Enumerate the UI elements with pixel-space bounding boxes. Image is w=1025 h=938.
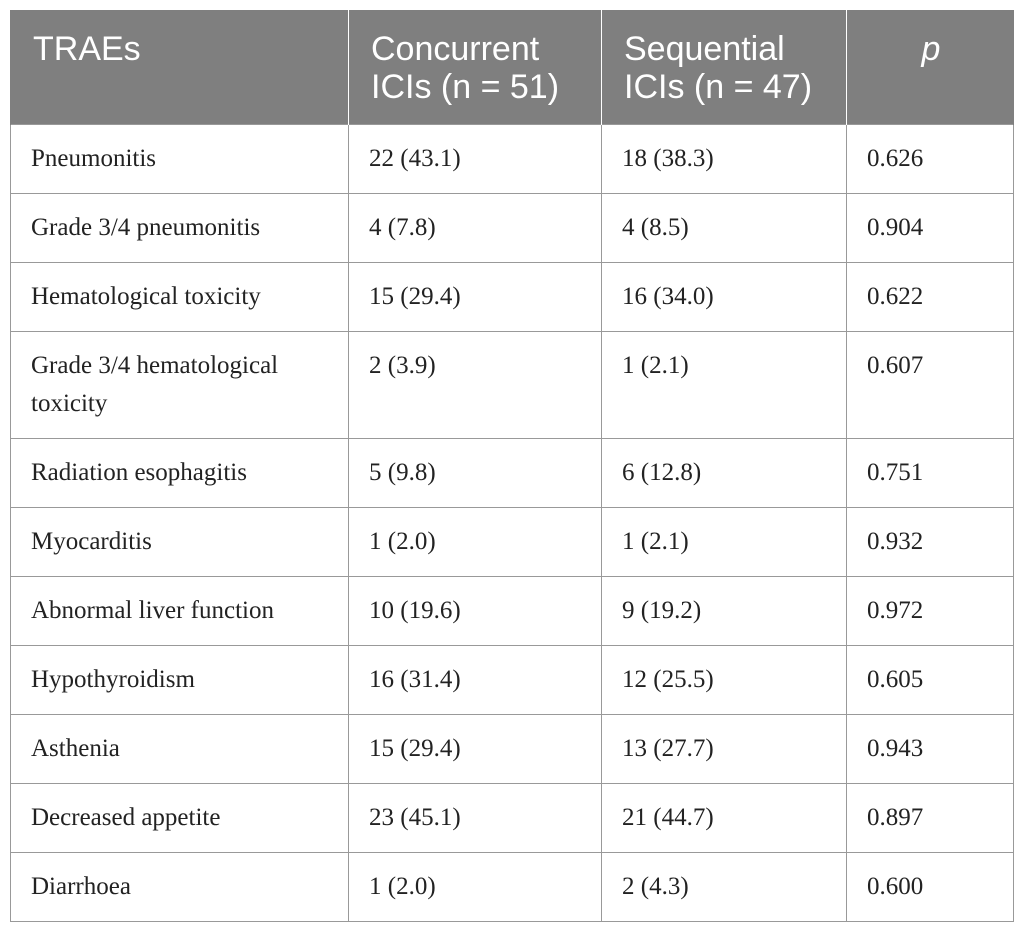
cell-concurrent: 5 (9.8)	[349, 439, 602, 508]
table-body	[11, 125, 1014, 922]
cell-sequential: 1 (2.1)	[602, 508, 847, 577]
cell-sequential: 12 (25.5)	[602, 646, 847, 715]
cell-sequential: 4 (8.5)	[602, 194, 847, 263]
cell-p: 0.904	[847, 194, 1014, 263]
cell-trae: Diarrhoea	[11, 853, 349, 922]
cell-p: 0.600	[847, 853, 1014, 922]
cell-trae: Hematological toxicity	[11, 263, 349, 332]
table-row	[11, 439, 1014, 508]
table-row	[11, 125, 1014, 194]
table-row	[11, 646, 1014, 715]
cell-sequential: 16 (34.0)	[602, 263, 847, 332]
cell-trae: Hypothyroidism	[11, 646, 349, 715]
cell-concurrent: 15 (29.4)	[349, 263, 602, 332]
cell-sequential: 9 (19.2)	[602, 577, 847, 646]
cell-concurrent: 22 (43.1)	[349, 125, 602, 194]
cell-p: 0.605	[847, 646, 1014, 715]
cell-concurrent: 16 (31.4)	[349, 646, 602, 715]
header-concurrent-icis: Concurrent ICIs (n = 51)	[349, 10, 602, 125]
cell-sequential: 6 (12.8)	[602, 439, 847, 508]
cell-p: 0.622	[847, 263, 1014, 332]
table-row	[11, 784, 1014, 853]
cell-sequential: 21 (44.7)	[602, 784, 847, 853]
cell-trae: Decreased appetite	[11, 784, 349, 853]
traes-table-container	[10, 10, 1013, 922]
cell-p: 0.626	[847, 125, 1014, 194]
table-row	[11, 332, 1014, 439]
cell-sequential: 18 (38.3)	[602, 125, 847, 194]
table-row	[11, 577, 1014, 646]
table-row	[11, 263, 1014, 332]
header-row	[11, 10, 1014, 125]
cell-p: 0.972	[847, 577, 1014, 646]
table-row	[11, 853, 1014, 922]
cell-concurrent: 10 (19.6)	[349, 577, 602, 646]
cell-p: 0.751	[847, 439, 1014, 508]
cell-trae: Radiation esophagitis	[11, 439, 349, 508]
table-header	[11, 10, 1014, 125]
cell-trae: Abnormal liver function	[11, 577, 349, 646]
cell-p: 0.607	[847, 332, 1014, 439]
cell-trae: Myocarditis	[11, 508, 349, 577]
cell-p: 0.897	[847, 784, 1014, 853]
cell-p: 0.932	[847, 508, 1014, 577]
header-p-value: p	[847, 10, 1014, 125]
cell-concurrent: 2 (3.9)	[349, 332, 602, 439]
cell-sequential: 13 (27.7)	[602, 715, 847, 784]
cell-concurrent: 1 (2.0)	[349, 853, 602, 922]
traes-table	[10, 10, 1014, 922]
cell-trae: Pneumonitis	[11, 125, 349, 194]
cell-trae: Grade 3/4 hematological toxicity	[11, 332, 349, 439]
cell-sequential: 1 (2.1)	[602, 332, 847, 439]
header-traes: TRAEs	[11, 10, 349, 125]
table-row	[11, 715, 1014, 784]
cell-concurrent: 15 (29.4)	[349, 715, 602, 784]
cell-trae: Asthenia	[11, 715, 349, 784]
cell-concurrent: 1 (2.0)	[349, 508, 602, 577]
cell-trae: Grade 3/4 pneumonitis	[11, 194, 349, 263]
table-row	[11, 194, 1014, 263]
cell-p: 0.943	[847, 715, 1014, 784]
cell-concurrent: 23 (45.1)	[349, 784, 602, 853]
cell-concurrent: 4 (7.8)	[349, 194, 602, 263]
header-sequential-icis: Sequential ICIs (n = 47)	[602, 10, 847, 125]
cell-sequential: 2 (4.3)	[602, 853, 847, 922]
table-row	[11, 508, 1014, 577]
